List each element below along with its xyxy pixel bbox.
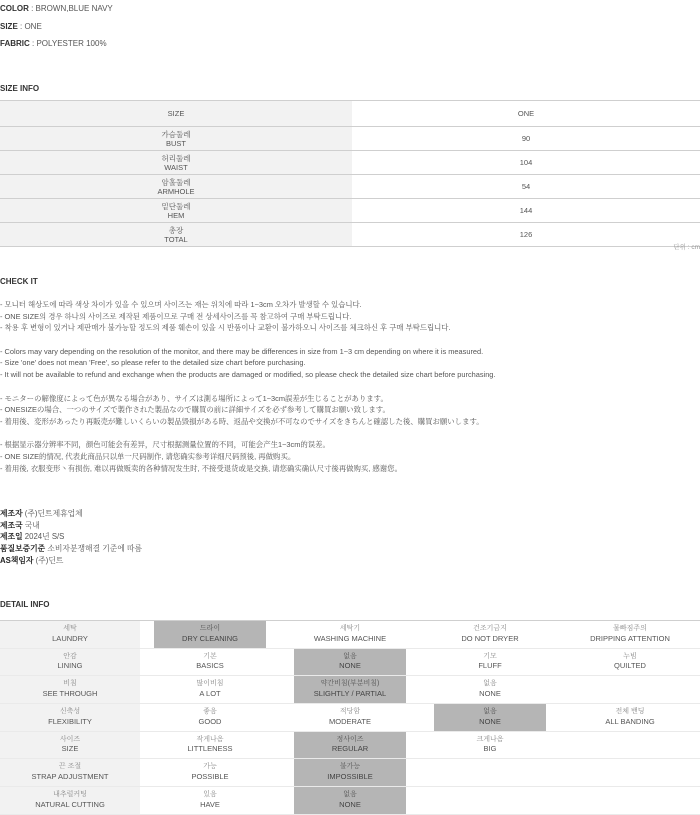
detail-ko: 없음 <box>483 680 497 688</box>
detail-label <box>0 621 140 648</box>
maker-key: 품질보증기준 <box>0 544 46 554</box>
table-row <box>0 199 700 223</box>
size-row <box>0 18 113 36</box>
detail-label <box>0 759 140 786</box>
detail-cell-wrap <box>140 676 280 703</box>
detail-cell-wrap <box>280 704 420 731</box>
detail-option <box>140 649 280 676</box>
detail-cell-wrap <box>420 649 560 676</box>
maker-row <box>0 520 142 532</box>
size-value: : ONE <box>17 21 42 31</box>
maker-key: 제조일 <box>0 532 23 542</box>
detail-ko: 불가능 <box>339 763 361 771</box>
detail-label <box>0 732 140 759</box>
detail-option-selected <box>294 787 406 814</box>
detail-en: DO NOT DRYER <box>461 633 519 643</box>
check-line: - 着用後、変形があったり再販売が難しいくらいの製品毀損がある時、返品や交換が不可なのでサイズをきちんと確認した後、購買お願いします。 <box>0 416 484 426</box>
detail-cell-wrap <box>420 732 560 759</box>
color-value: : BROWN,BLUE NAVY <box>28 4 113 13</box>
detail-ko: 누빔 <box>623 652 637 660</box>
detail-option <box>420 732 560 759</box>
detail-cell-wrap <box>420 759 560 786</box>
detail-option <box>560 704 700 731</box>
detail-label <box>0 704 140 731</box>
size-label: SIZE <box>0 21 18 31</box>
detail-cell-wrap <box>420 676 560 703</box>
size-row-label-ko: 가슴둘레 <box>161 129 191 139</box>
detail-option <box>560 649 700 676</box>
detail-ko: 가능 <box>203 763 217 771</box>
detail-cell-wrap <box>140 704 280 731</box>
size-row-label-ko: 허리둘레 <box>161 153 191 163</box>
check-line: - ONE SIZE的情况, 代表此商品只以单一尺码制作, 请您确实参考详细尺码预後, 再做购买。 <box>0 451 296 461</box>
detail-cell-wrap <box>140 759 280 786</box>
detail-option-selected <box>294 649 406 676</box>
detail-ko: 내추럴커팅 <box>53 791 87 799</box>
detail-en: IMPOSSIBLE <box>327 771 373 781</box>
check-line: - 모니터 해상도에 따라 색상 차이가 있을 수 있으며 사이즈는 재는 위치에 따라 1~3cm 오차가 발생할 수 있습니다. <box>0 300 362 309</box>
detail-option <box>420 787 560 814</box>
detail-en: DRY CLEANING <box>182 633 238 643</box>
fabric-label: FABRIC <box>0 39 30 48</box>
detail-en: FLEXIBILITY <box>48 716 92 726</box>
maker-key: 제조자 <box>0 509 23 518</box>
detail-en: REGULAR <box>331 744 369 754</box>
detail-cell-wrap <box>560 676 700 703</box>
size-header-label: SIZE <box>0 101 352 127</box>
detail-en: NONE <box>479 688 501 698</box>
check-line: - 根据显示器分辨率不同，颜色可能会有差异，尺寸根据测量位置的不同，可能会产生1~3cm的误差。 <box>0 440 330 450</box>
size-row-label-en: WAIST <box>164 162 188 172</box>
detail-cell-wrap <box>280 759 420 786</box>
detail-en: FLUFF <box>478 661 502 671</box>
detail-ko: 사이즈 <box>59 735 81 743</box>
detail-cell-wrap <box>140 621 280 648</box>
detail-label <box>0 676 140 703</box>
detail-ko: 작게나옴 <box>196 735 224 743</box>
size-unit: 단위 : cm <box>673 244 700 251</box>
detail-ko: 있음 <box>203 791 217 799</box>
detail-cell-wrap <box>280 676 420 703</box>
check-line: - Size 'one' does not mean 'Free', so please refer to the detailed size chart before purchasing. <box>0 358 306 368</box>
maker-info <box>0 508 142 566</box>
detail-option <box>420 759 560 786</box>
detail-ko: 전체 밴딩 <box>615 708 645 716</box>
detail-ko: 약간비침(부분비침) <box>320 680 380 688</box>
detail-ko: 없음 <box>343 652 357 660</box>
maker-row <box>0 531 142 543</box>
detail-ko: 안감 <box>63 652 77 660</box>
size-row-label-en: HEM <box>167 210 185 220</box>
detail-en: LAUNDRY <box>52 633 88 643</box>
table-row <box>0 175 700 199</box>
detail-cell-wrap <box>280 649 420 676</box>
detail-cell-wrap <box>0 676 140 703</box>
detail-option <box>140 676 280 703</box>
detail-en: A LOT <box>199 688 221 698</box>
size-row-value: 90 <box>352 127 700 151</box>
maker-key: AS책임자 <box>0 555 34 565</box>
size-row-value: 144 <box>352 199 700 223</box>
size-row-label <box>0 127 352 151</box>
detail-en: NONE <box>479 716 501 726</box>
detail-en: NONE <box>339 661 361 671</box>
detail-ko: 기모 <box>483 652 497 660</box>
detail-cell-wrap <box>140 787 280 814</box>
detail-row <box>0 704 700 732</box>
fabric-row <box>0 35 113 53</box>
detail-en: NONE <box>339 799 361 809</box>
maker-value: 소비자분쟁해결 기준에 따름 <box>45 544 143 554</box>
detail-ko: 신축성 <box>59 708 81 716</box>
detail-en: BASICS <box>196 661 224 671</box>
detail-cell-wrap <box>560 787 700 814</box>
maker-value: 국내 <box>22 520 40 530</box>
detail-en: MODERATE <box>329 716 371 726</box>
check-line: - ONE SIZE의 경우 하나의 사이즈로 제작된 제품이므로 구매 전 상세사이즈를 꼭 참고하여 구매 부탁드립니다. <box>0 311 352 321</box>
detail-ko: 기본 <box>203 652 217 660</box>
detail-option-selected <box>294 676 406 703</box>
detail-cell-wrap <box>420 621 560 648</box>
size-row-label <box>0 223 352 247</box>
size-row-value: 104 <box>352 151 700 175</box>
detail-option <box>140 759 280 786</box>
detail-en: WASHING MACHINE <box>313 633 387 643</box>
detail-cell-wrap <box>280 621 420 648</box>
detail-ko: 건조기금지 <box>473 625 507 632</box>
detail-option <box>560 732 700 759</box>
detail-en: QUILTED <box>614 661 646 671</box>
detail-option <box>280 621 420 648</box>
detail-option <box>560 621 700 648</box>
size-table <box>0 100 700 247</box>
detail-row <box>0 676 700 704</box>
detail-option <box>140 787 280 814</box>
detail-label <box>0 649 140 676</box>
detail-cell-wrap <box>560 759 700 786</box>
size-row-label-en: TOTAL <box>164 234 188 244</box>
detail-cell-wrap <box>280 732 420 759</box>
maker-key: 제조국 <box>0 520 23 530</box>
detail-option-selected <box>294 759 406 786</box>
detail-option <box>140 732 280 759</box>
detail-option <box>560 787 700 814</box>
detail-ko: 좋음 <box>203 708 217 716</box>
detail-option-selected <box>434 704 546 731</box>
detail-row <box>0 787 700 815</box>
detail-option <box>560 676 700 703</box>
detail-en: LINING <box>57 661 83 671</box>
check-line: - It will not be available to refund and exchange when the products are damaged or modified, so please check the detailed size chart before purchasing. <box>0 370 496 380</box>
size-row-label-ko: 총장 <box>168 225 184 235</box>
fabric-value: : POLYESTER 100% <box>29 39 107 48</box>
detail-en: GOOD <box>198 716 222 726</box>
size-row-label-ko: 암홀둘레 <box>161 177 191 187</box>
detail-cell-wrap <box>0 649 140 676</box>
size-row-label <box>0 151 352 175</box>
detail-cell-wrap <box>0 759 140 786</box>
size-row-label-en: ARMHOLE <box>157 186 195 196</box>
detail-ko: 비침 <box>63 680 77 688</box>
size-row-value: 126 <box>352 223 700 247</box>
detail-ko: 없음 <box>343 791 357 799</box>
size-row-label-en: BUST <box>165 138 186 148</box>
detail-label <box>0 787 140 814</box>
check-it-title: CHECK IT <box>0 277 38 286</box>
maker-value: (주)딘트제휴업체 <box>22 509 83 518</box>
detail-ko: 크게나옴 <box>476 735 504 743</box>
detail-en: HAVE <box>200 799 220 809</box>
detail-row <box>0 649 700 677</box>
size-row-label-ko: 밑단둘레 <box>161 201 191 211</box>
size-row-label <box>0 199 352 223</box>
detail-row <box>0 621 700 649</box>
detail-en: SLIGHTLY / PARTIAL <box>313 688 387 698</box>
color-row <box>0 0 113 18</box>
detail-cell-wrap <box>0 704 140 731</box>
check-it-notes <box>0 299 495 474</box>
maker-value: (주)딘트 <box>33 555 64 565</box>
check-line: - 착용 후 변형이 있거나 제판매가 불가능할 정도의 제품 훼손이 있을 시 반품이나 교환이 불가하오니 사이즈를 체크하신 후 구매 부탁드립니다. <box>0 323 451 333</box>
maker-value: 2024년 S/S <box>22 532 65 542</box>
detail-en: ALL BANDING <box>605 716 655 726</box>
detail-cell-wrap <box>420 704 560 731</box>
detail-cell-wrap <box>560 732 700 759</box>
detail-en: LITTLENESS <box>187 744 233 754</box>
detail-ko: 많이비침 <box>196 680 224 688</box>
detail-cell-wrap <box>420 787 560 814</box>
detail-ko: 끈 조절 <box>58 763 82 771</box>
detail-option-selected <box>294 732 406 759</box>
detail-en: BIG <box>483 744 497 754</box>
detail-ko: 세탁기 <box>339 625 361 632</box>
check-line: - 着用後, 衣服变形丶有损伤, 难以再做贩卖的各种情况发生时, 不接受退货或是交换, 请您确实确认尺寸後再做购买, 感谢您。 <box>0 463 402 473</box>
detail-option <box>280 704 420 731</box>
size-row-value: 54 <box>352 175 700 199</box>
detail-option <box>560 759 700 786</box>
detail-ko: 정사이즈 <box>336 735 364 743</box>
detail-cell-wrap <box>0 732 140 759</box>
detail-cell-wrap <box>0 621 140 648</box>
check-line <box>0 381 495 393</box>
detail-cell-wrap <box>140 732 280 759</box>
detail-ko: 적당함 <box>339 708 361 716</box>
detail-cell-wrap <box>0 787 140 814</box>
detail-cell-wrap <box>560 704 700 731</box>
check-line <box>0 334 495 346</box>
maker-row <box>0 508 142 520</box>
product-summary <box>0 0 113 53</box>
size-table-header <box>0 101 700 127</box>
size-info-title: SIZE INFO <box>0 84 40 93</box>
detail-ko: 물빠짐주의 <box>613 625 647 632</box>
detail-ko: 드라이 <box>199 625 221 632</box>
detail-row <box>0 759 700 787</box>
detail-en: SEE THROUGH <box>42 688 98 698</box>
detail-ko: 없음 <box>483 708 497 716</box>
check-line: - ONESIZEの場合、一つのサイズで製作された製品なので購買の前に詳細サイズを必ず参考して購買お願い致します。 <box>0 405 390 415</box>
maker-row <box>0 555 142 567</box>
color-label: COLOR <box>0 4 29 13</box>
detail-cell-wrap <box>560 649 700 676</box>
size-header-value: ONE <box>352 101 700 127</box>
table-row <box>0 151 700 175</box>
detail-info-title: DETAIL INFO <box>0 600 50 609</box>
detail-cell-wrap <box>560 621 700 648</box>
detail-cell-wrap <box>280 787 420 814</box>
detail-en: SIZE <box>61 744 79 754</box>
detail-en: NATURAL CUTTING <box>35 799 105 809</box>
detail-info-grid <box>0 620 700 815</box>
detail-option <box>420 649 560 676</box>
detail-cell-wrap <box>140 649 280 676</box>
detail-ko: 세탁 <box>63 625 77 632</box>
maker-row <box>0 543 142 555</box>
detail-en: POSSIBLE <box>191 771 229 781</box>
detail-row <box>0 732 700 760</box>
detail-option <box>420 621 560 648</box>
detail-option-selected <box>154 621 266 648</box>
detail-option <box>420 676 560 703</box>
detail-en: STRAP ADJUSTMENT <box>31 771 109 781</box>
check-line <box>0 428 495 440</box>
detail-option <box>140 704 280 731</box>
check-line: - モニターの解像度によって色が異なる場合があり、サイズは測る場所によって1~3cm誤差が生じることがあります。 <box>0 393 388 403</box>
detail-en: DRIPPING ATTENTION <box>590 633 670 643</box>
size-row-label <box>0 175 352 199</box>
table-row <box>0 223 700 247</box>
table-row <box>0 127 700 151</box>
check-line: - Colors may vary depending on the resolution of the monitor, and there may be differences in size from 1~3 cm depending on where it is measured. <box>0 346 484 356</box>
